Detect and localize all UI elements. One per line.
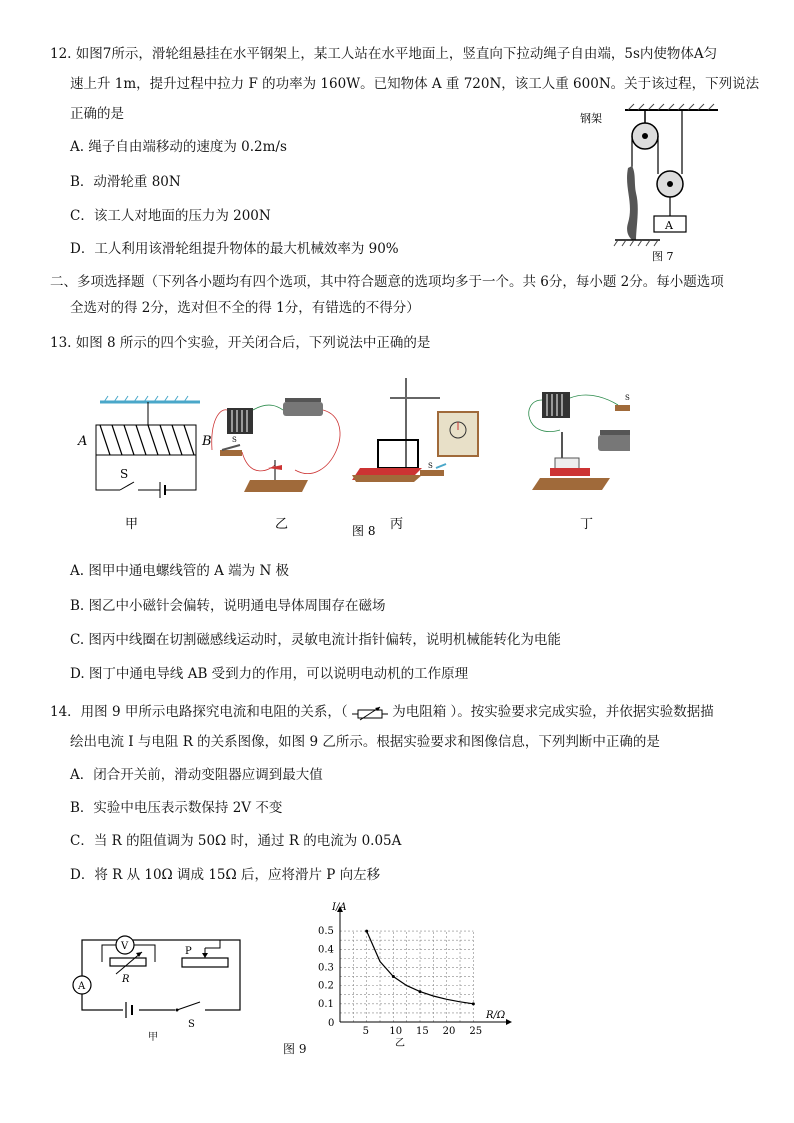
rheostat [182, 958, 228, 967]
figure-7-caption: 图 7 [652, 250, 674, 263]
q12-line-3: 正确的是 [70, 106, 124, 122]
figure-9-caption: 图 9 [283, 1042, 307, 1056]
x-axis-arrow [506, 1019, 512, 1025]
yi-switch-label: S [232, 436, 237, 444]
q13-option-b: B. 图乙中小磁针会偏转，说明通电导体周围存在磁场 [70, 598, 386, 614]
q14-stem-part-a: 14．用图 9 甲所示电路探究电流和电阻的关系，（ [50, 704, 348, 720]
chart-grid [340, 931, 473, 1022]
q14-stem-line-1 [50, 702, 714, 722]
label-bing: 丙 [390, 517, 404, 532]
label-ding: 丁 [580, 517, 594, 532]
x-tick-label: 10 [389, 1026, 403, 1037]
x-tick-label: 5 [362, 1026, 370, 1037]
q12-option-a: A. 绳子自由端移动的速度为 0.2m/s [70, 139, 287, 155]
y-tick-label: 0.4 [318, 944, 334, 956]
label-yi: 乙 [275, 517, 289, 532]
q13-option-d: D. 图丁中通电导线 AB 受到力的作用，可以说明电动机的工作原理 [70, 666, 469, 682]
switch-label: S [188, 1019, 195, 1030]
resistor-label: R [122, 974, 130, 985]
coil-end-a-label: A [78, 434, 88, 449]
slider-label: P [185, 946, 192, 957]
section-2-line-2: 全选对的得 2分，选对但不全的得 1分，有错选的不得分） [70, 300, 420, 316]
coil-end-b-label: B [202, 434, 212, 449]
data-point [392, 975, 395, 978]
label-jia: 甲 [125, 517, 139, 532]
figure-9-graph [300, 902, 530, 1047]
y-tick-label: 0.3 [318, 962, 334, 974]
x-tick-label: 25 [469, 1026, 483, 1037]
section-2-line-1: 二、多项选择题（下列各小题均有四个选项，其中符合题意的选项均多于一个。共 6分，每小题 2分。每小题选项 [50, 274, 724, 290]
x-axis-label: R/Ω [486, 1010, 506, 1021]
figure-8-experiments [70, 370, 630, 540]
compass-setup [212, 398, 340, 492]
figure-7-pulley [570, 98, 720, 268]
q13-option-a: A. 图甲中通电螺线管的 A 端为 N 极 [70, 563, 290, 579]
q13-option-c: C. 图丙中线圈在切割磁感线运动时，灵敏电流计指针偏转，说明机械能转化为电能 [70, 632, 561, 648]
x-tick-label: 20 [442, 1026, 456, 1037]
data-point [365, 930, 368, 933]
ammeter-label: A [78, 981, 86, 992]
y-tick-label: 0.1 [318, 998, 334, 1010]
coil-switch-label: S [120, 467, 129, 481]
bing-switch-label: S [428, 462, 433, 470]
figure-9-circuit [60, 928, 260, 1048]
y-tick-label: 0.2 [318, 980, 334, 992]
q12-option-d: D．工人利用该滑轮组提升物体的最大机械效率为 90% [70, 241, 399, 257]
q12-line-2: 速上升 1m，提升过程中拉力 F 的功率为 160W。已知物体 A 重 720N，该工人重 600N。关于该过程，下列说法 [70, 76, 760, 92]
ding-switch-label: S [625, 394, 630, 402]
figure-8-caption: 图 8 [352, 524, 376, 538]
voltmeter-label: V [121, 941, 129, 952]
q14-stem-line-2: 绘出电流 I 与电阻 R 的关系图像，如图 9 乙所示。根据实验要求和图像信息，下列判断中正确的是 [70, 734, 660, 750]
worker-figure [627, 166, 638, 240]
resistance-box-symbol [352, 704, 388, 722]
graph-caption: 乙 [395, 1038, 405, 1047]
object-a-label: A [665, 219, 673, 232]
q14-option-b: B．实验中电压表示数保持 2V 不变 [70, 800, 283, 816]
x-tick-label: 15 [416, 1026, 429, 1037]
origin-label: 0 [328, 1018, 335, 1029]
circuit-caption: 甲 [148, 1032, 158, 1043]
q12-option-c: C．该工人对地面的压力为 200N [70, 208, 271, 224]
data-point [419, 990, 422, 993]
solenoid-setup [77, 396, 212, 498]
q12-option-b: B．动滑轮重 80N [70, 174, 181, 190]
resistance-box [110, 958, 146, 966]
chart-axes [337, 906, 512, 1025]
y-tick-label: 0.5 [318, 926, 334, 938]
q14-option-c: C．当 R 的阻值调为 50Ω 时，通过 R 的电流为 0.05A [70, 833, 402, 849]
q14-stem-part-b: 为电阻箱 ）。按实验要求完成实验，并依据实验数据描 [392, 704, 714, 720]
y-axis-label: I/A [332, 902, 347, 913]
motor-setup [529, 392, 630, 490]
q12-line-1: 12. 如图7所示，滑轮组悬挂在水平钢架上，某工人站在水平地面上，竖直向下拉动绳子自由端，5s内使物体A匀 [50, 46, 718, 62]
q14-option-a: A．闭合开关前，滑动变阻器应调到最大值 [70, 767, 323, 783]
generator-setup [352, 378, 478, 482]
steel-frame-label: 钢架 [580, 112, 602, 125]
q14-option-d: D．将 R 从 10Ω 调成 15Ω 后，应将滑片 P 向左移 [70, 867, 381, 883]
data-point [472, 1002, 475, 1005]
q13-stem: 13. 如图 8 所示的四个实验，开关闭合后，下列说法中正确的是 [50, 335, 431, 351]
